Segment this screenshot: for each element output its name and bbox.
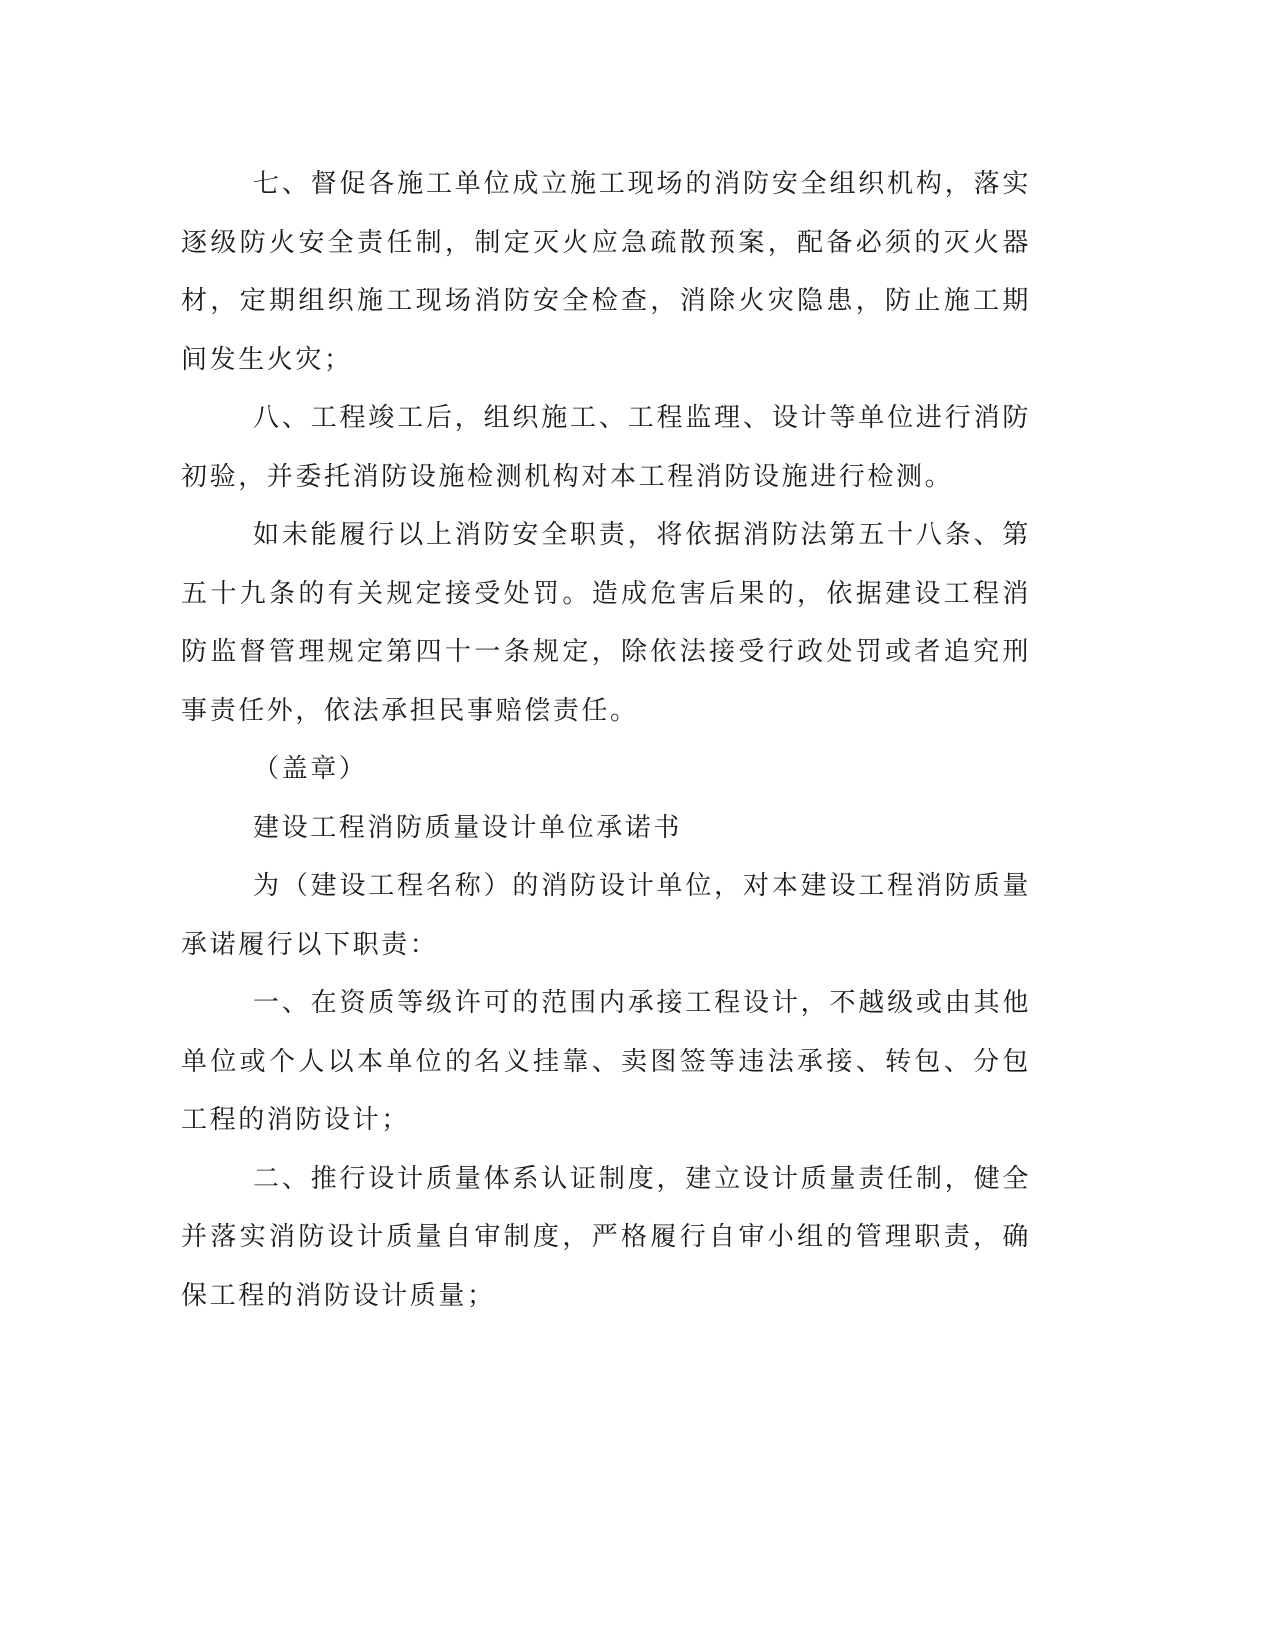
paragraph-penalty-clause: 如未能履行以上消防安全职责，将依据消防法第五十八条、第五十九条的有关规定接受处罚。造成危害后果的，依据建设工程消防监督管理规定第四十一条规定，除依法接受行政处罚或者追究刑事责任外，依法承担民事赔偿责任。 [181, 520, 1031, 726]
paragraph-item-8: 八、工程竣工后，组织施工、工程监理、设计等单位进行消防初验，并委托消防设施检测机构对本工程消防设施进行检测。 [181, 403, 1031, 492]
paragraph-item-2: 二、推行设计质量体系认证制度，建立设计质量责任制，健全并落实消防设计质量自审制度，严格履行自审小组的管理职责，确保工程的消防设计质量； [181, 1163, 1031, 1311]
seal-line: （盖章） [253, 754, 368, 784]
paragraph-item-1: 一、在资质等级许可的范围内承接工程设计，不越级或由其他单位或个人以本单位的名义挂靠、卖图签等违法承接、转包、分包工程的消防设计； [181, 988, 1031, 1135]
document-body [181, 155, 1031, 1325]
document-section-title: 建设工程消防质量设计单位承诺书 [253, 812, 683, 843]
paragraph-item-7: 七、督促各施工单位成立施工现场的消防安全组织机构，落实逐级防火安全责任制，制定灭火应急疏散预案，配备必须的灭火器材，定期组织施工现场消防安全检查，消除火灾隐患，防止施工期间发生火灾； [181, 169, 1031, 375]
paragraph-intro: 为（建设工程名称）的消防设计单位，对本建设工程消防质量承诺履行以下职责： [181, 871, 1031, 960]
